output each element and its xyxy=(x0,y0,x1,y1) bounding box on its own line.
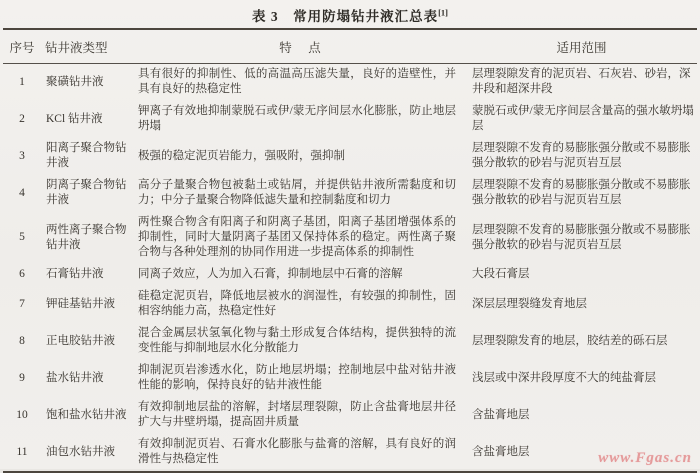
application-range-cell: 含盐膏地层 xyxy=(472,445,530,458)
application-range-cell: 层理裂隙不发育的易膨胀强分散或不易膨胀强分散软的砂岩与泥页岩互层 xyxy=(472,142,691,169)
header-application-range: 适用范围 xyxy=(556,41,607,55)
characteristics-cell: 钾离子有效地抑制蒙脱石或伊/蒙无序间层水化膨胀，防止地层坍塌 xyxy=(138,105,456,132)
fluid-type-cell: 油包水钻井液 xyxy=(46,445,115,458)
table-header-row xyxy=(3,30,697,64)
table-row xyxy=(3,64,697,101)
fluid-type-cell: 盐水钻井液 xyxy=(46,371,104,384)
application-range-cell: 层理裂隙发育的泥页岩、石灰岩、砂岩，深井段和超深井段 xyxy=(472,68,691,95)
table-row xyxy=(3,175,697,212)
row-serial-number: 6 xyxy=(19,268,25,280)
fluid-type-cell: 阳离子聚合物钻井液 xyxy=(46,142,127,169)
row-serial-number: 3 xyxy=(19,149,25,162)
citation-superscript: [1] xyxy=(438,7,449,18)
table-row xyxy=(3,101,697,138)
row-serial-number: 2 xyxy=(19,112,25,125)
fluid-type-cell: 聚磺钻井液 xyxy=(46,75,104,88)
table-row xyxy=(3,323,697,360)
row-serial-number: 8 xyxy=(19,334,25,347)
application-range-cell: 含盐膏地层 xyxy=(472,408,530,421)
characteristics-cell: 具有很好的抑制性、低的高温高压滤失量，良好的造壁性，并具有良好的热稳定性 xyxy=(138,68,456,95)
fluid-type-cell: KCl 钻井液 xyxy=(46,112,103,125)
fluid-type-cell: 石膏钻井液 xyxy=(46,268,104,280)
row-serial-number: 11 xyxy=(16,445,28,458)
row-serial-number: 7 xyxy=(19,297,25,310)
characteristics-cell: 高分子量聚合物包被黏土或钻屑，并提供钻井液所需黏度和切力；中分子量聚合物降低滤失量和控制黏度和切力 xyxy=(138,179,456,206)
table-title-text: 表 3 常用防塌钻井液汇总表 xyxy=(251,9,439,24)
header-serial-number: 序号 xyxy=(9,41,35,55)
fluid-type-cell: 阴离子聚合物钻井液 xyxy=(46,179,127,206)
table-row xyxy=(3,264,697,286)
fluid-type-cell: 正电胶钻井液 xyxy=(46,334,115,347)
application-range-cell: 层理裂隙不发育的易膨胀强分散或不易膨胀强分散软的砂岩与泥页岩互层 xyxy=(472,179,691,206)
fluid-type-cell: 饱和盐水钻井液 xyxy=(46,408,127,421)
fluid-type-cell: 两性离子聚合物钻井液 xyxy=(46,223,127,251)
table-row xyxy=(3,397,697,434)
watermark: www.Fgas.cn xyxy=(598,450,692,466)
characteristics-cell: 有效抑制地层盐的溶解，封堵层理裂隙，防止含盐膏地层井径扩大与井壁坍塌，提高固井质量 xyxy=(138,401,456,428)
characteristics-cell: 极强的稳定泥页岩能力，强吸附，强抑制 xyxy=(138,149,345,162)
characteristics-cell: 两性聚合物含有阳离子和阴离子基团，阳离子基团增强体系的抑制性，同时大量阴离子基团又保持体系的稳定。两性离子聚合物与各种处理剂的协同作用进一步提高体系的抑制性 xyxy=(138,216,456,258)
table-row xyxy=(3,360,697,397)
characteristics-cell: 抑制泥页岩渗透水化，防止地层坍塌；控制地层中盐对钻井液性能的影响，保持良好的钻井液性能 xyxy=(138,364,456,391)
application-range-cell: 浅层或中深井段厚度不大的纯盐膏层 xyxy=(472,371,656,384)
table-row xyxy=(3,138,697,175)
row-serial-number: 9 xyxy=(19,371,25,384)
characteristics-cell: 混合金属层状氢氧化物与黏土形成复合体结构，提供独特的流变性能与抑制地层水化分散能力 xyxy=(138,327,456,354)
table-title xyxy=(2,3,698,28)
fluid-type-cell: 钾硅基钻井液 xyxy=(46,297,115,310)
table-body xyxy=(3,64,697,471)
application-range-cell: 蒙脱石或伊/蒙无序间层含量高的强水敏坍塌层 xyxy=(472,105,694,132)
row-serial-number: 5 xyxy=(19,231,25,243)
application-range-cell: 大段石膏层 xyxy=(472,268,530,280)
row-serial-number: 1 xyxy=(19,75,25,88)
characteristics-cell: 硅稳定泥页岩，降低地层被水的润湿性，有较强的抑制性，固相容纳能力高，热稳定性好 xyxy=(138,290,456,317)
drilling-fluid-table xyxy=(3,28,697,473)
table-row xyxy=(3,286,697,323)
table-row xyxy=(3,212,697,264)
application-range-cell: 深层层理裂缝发育地层 xyxy=(472,297,587,310)
table-row xyxy=(3,434,697,471)
row-serial-number: 10 xyxy=(16,408,28,421)
row-serial-number: 4 xyxy=(19,186,25,199)
characteristics-cell: 同离子效应，人为加入石膏，抑制地层中石膏的溶解 xyxy=(138,268,403,280)
header-characteristics: 特 点 xyxy=(279,41,323,55)
application-range-cell: 层理裂隙发育的地层，胶结差的砾石层 xyxy=(472,334,668,347)
header-fluid-type: 钻井液类型 xyxy=(45,41,108,55)
characteristics-cell: 有效抑制泥页岩、石膏水化膨胀与盐膏的溶解，具有良好的润滑性与热稳定性 xyxy=(138,438,456,465)
application-range-cell: 层理裂隙不发育的易膨胀强分散或不易膨胀强分散软的砂岩与泥页岩互层 xyxy=(472,223,691,251)
